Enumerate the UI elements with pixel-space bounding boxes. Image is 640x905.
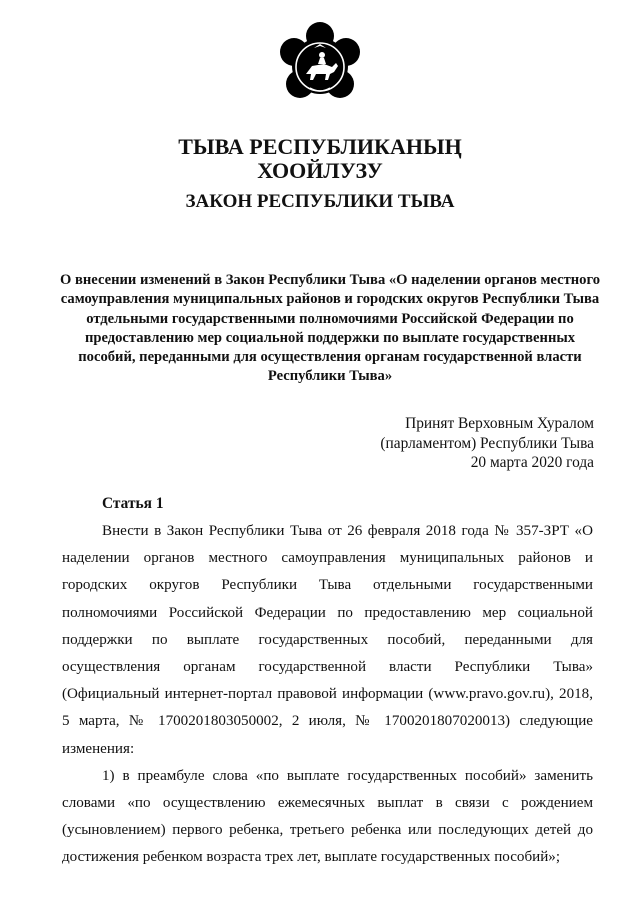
law-title: ЗАКОН РЕСПУБЛИКИ ТЫВА — [185, 191, 455, 212]
article-heading: Статья 1 — [102, 495, 164, 512]
header-line-1: ТЫВА РЕСПУБЛИКАНЫҢ — [178, 134, 462, 159]
header-republic-law — [0, 135, 640, 183]
article-paragraph-1: Внести в Закон Республики Тыва от 26 февраля 2018 года № 357-ЗРТ «О наделении органов местного самоуправления муниципальных районов и городских округов Республики Тыва отдельными государственными полномочиями Российской Федерации по предоставлению мер социальной поддержки по выплате государственных пособий, переданными для осуществления органам государственной власти Республики Тыва» (Официальный интернет-портал правовой информации (www.pravo.gov.ru), 2018, 5 марта, № 1700201803050002, 2 июля, № 1700201807020013) следующие изменения: — [62, 523, 593, 757]
adoption-line-1: Принят Верховным Хуралом — [405, 415, 594, 432]
header-line-2: ХООЙЛУЗУ — [257, 158, 383, 183]
adoption-date: 20 марта 2020 года — [470, 454, 594, 471]
article-body — [62, 518, 593, 872]
tuva-coat-of-arms-icon — [276, 22, 364, 110]
adoption-note — [380, 414, 594, 473]
article-paragraph-2: 1) в преамбуле слова «по выплате государственных пособий» заменить словами «по осуществлению ежемесячных выплат в связи с рождением (усыновлением) первого ребенка, третьего ребенка или последующих детей до достижения ребенком возраста трех лет, выплате государственных пособий»; — [62, 767, 593, 866]
adoption-line-2: (парламентом) Республики Тыва — [380, 434, 594, 452]
law-subject-title: О внесении изменений в Закон Республики Тыва «О наделении органов местного самоуправления муниципальных районов и городских округов Республики Тыва отдельными государственными полномочиями Российской Федерации по предоставлению мер социальной поддержки по выплате государственных пособий, переданными для осуществления органам государственной власти Республики Тыва» — [60, 272, 601, 385]
